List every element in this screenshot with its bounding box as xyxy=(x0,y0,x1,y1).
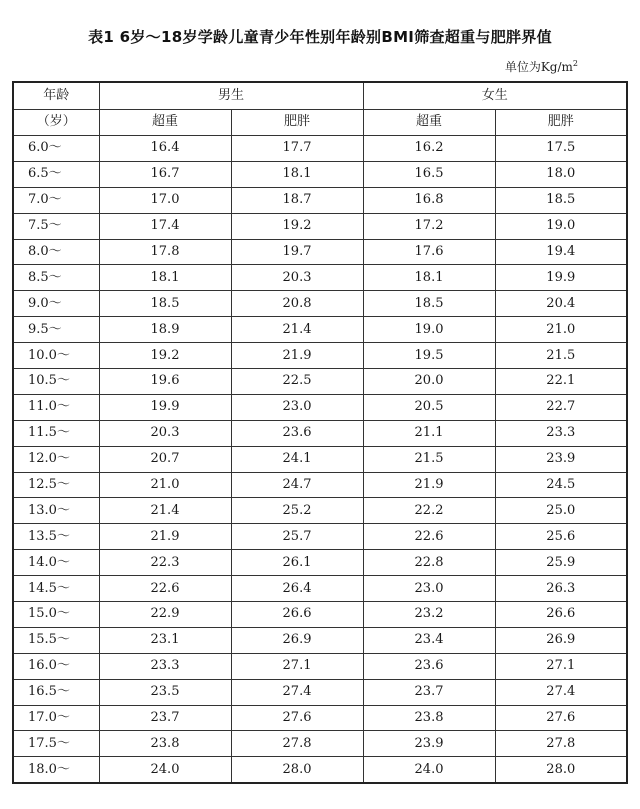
female-obese-cell: 22.7 xyxy=(495,394,627,420)
female-obese-cell: 26.9 xyxy=(495,627,627,653)
table-row xyxy=(13,498,627,524)
table-row xyxy=(13,602,627,628)
age-cell: 18.0～ xyxy=(13,757,99,783)
table-row xyxy=(13,731,627,757)
age-cell: 17.5～ xyxy=(13,731,99,757)
male-obese-cell: 27.1 xyxy=(231,653,363,679)
table-row xyxy=(13,265,627,291)
age-cell: 15.0～ xyxy=(13,602,99,628)
age-cell: 8.0～ xyxy=(13,239,99,265)
female-obese-cell: 19.4 xyxy=(495,239,627,265)
female-overweight-cell: 18.1 xyxy=(363,265,495,291)
age-cell: 12.0～ xyxy=(13,446,99,472)
header-female-overweight: 超重 xyxy=(363,109,495,136)
male-overweight-cell: 23.8 xyxy=(99,731,231,757)
male-overweight-cell: 23.7 xyxy=(99,705,231,731)
table-row xyxy=(13,653,627,679)
male-obese-cell: 28.0 xyxy=(231,757,363,783)
header-row-1 xyxy=(13,82,627,109)
male-obese-cell: 25.7 xyxy=(231,524,363,550)
female-obese-cell: 27.4 xyxy=(495,679,627,705)
female-overweight-cell: 19.0 xyxy=(363,317,495,343)
male-overweight-cell: 22.6 xyxy=(99,576,231,602)
age-cell: 6.5～ xyxy=(13,161,99,187)
male-overweight-cell: 23.3 xyxy=(99,653,231,679)
female-overweight-cell: 23.7 xyxy=(363,679,495,705)
female-overweight-cell: 16.2 xyxy=(363,136,495,162)
male-obese-cell: 23.6 xyxy=(231,420,363,446)
female-obese-cell: 25.0 xyxy=(495,498,627,524)
male-overweight-cell: 23.5 xyxy=(99,679,231,705)
female-obese-cell: 28.0 xyxy=(495,757,627,783)
table-row xyxy=(13,317,627,343)
female-obese-cell: 23.3 xyxy=(495,420,627,446)
male-overweight-cell: 21.9 xyxy=(99,524,231,550)
female-overweight-cell: 22.2 xyxy=(363,498,495,524)
male-obese-cell: 24.7 xyxy=(231,472,363,498)
age-cell: 16.0～ xyxy=(13,653,99,679)
table-title: 表1 6岁～18岁学龄儿童青少年性别年龄别BMI筛查超重与肥胖界值 xyxy=(88,28,552,46)
female-obese-cell: 21.5 xyxy=(495,343,627,369)
female-obese-cell: 22.1 xyxy=(495,369,627,395)
male-overweight-cell: 24.0 xyxy=(99,757,231,783)
male-overweight-cell: 20.7 xyxy=(99,446,231,472)
male-obese-cell: 18.1 xyxy=(231,161,363,187)
female-obese-cell: 19.9 xyxy=(495,265,627,291)
female-obese-cell: 27.6 xyxy=(495,705,627,731)
male-overweight-cell: 22.9 xyxy=(99,602,231,628)
female-overweight-cell: 17.2 xyxy=(363,213,495,239)
table-row xyxy=(13,679,627,705)
bmi-table xyxy=(12,81,628,784)
male-overweight-cell: 21.4 xyxy=(99,498,231,524)
female-overweight-cell: 21.1 xyxy=(363,420,495,446)
male-obese-cell: 19.2 xyxy=(231,213,363,239)
male-obese-cell: 20.8 xyxy=(231,291,363,317)
female-overweight-cell: 18.5 xyxy=(363,291,495,317)
header-male-obese: 肥胖 xyxy=(231,109,363,136)
female-overweight-cell: 24.0 xyxy=(363,757,495,783)
table-body xyxy=(13,136,627,784)
table-row xyxy=(13,420,627,446)
male-obese-cell: 26.9 xyxy=(231,627,363,653)
age-cell: 7.0～ xyxy=(13,187,99,213)
header-female: 女生 xyxy=(363,82,627,109)
male-obese-cell: 21.4 xyxy=(231,317,363,343)
age-cell: 10.5～ xyxy=(13,369,99,395)
male-overweight-cell: 19.6 xyxy=(99,369,231,395)
female-overweight-cell: 23.8 xyxy=(363,705,495,731)
male-obese-cell: 21.9 xyxy=(231,343,363,369)
age-cell: 14.0～ xyxy=(13,550,99,576)
female-overweight-cell: 22.6 xyxy=(363,524,495,550)
female-overweight-cell: 23.9 xyxy=(363,731,495,757)
table-row xyxy=(13,343,627,369)
table-row xyxy=(13,472,627,498)
male-obese-cell: 27.8 xyxy=(231,731,363,757)
male-obese-cell: 23.0 xyxy=(231,394,363,420)
male-overweight-cell: 23.1 xyxy=(99,627,231,653)
table-row xyxy=(13,213,627,239)
female-overweight-cell: 23.4 xyxy=(363,627,495,653)
table-row xyxy=(13,291,627,317)
unit-label xyxy=(505,58,578,75)
header-male: 男生 xyxy=(99,82,363,109)
female-overweight-cell: 21.9 xyxy=(363,472,495,498)
female-obese-cell: 17.5 xyxy=(495,136,627,162)
male-overweight-cell: 19.2 xyxy=(99,343,231,369)
female-obese-cell: 26.6 xyxy=(495,602,627,628)
male-obese-cell: 19.7 xyxy=(231,239,363,265)
age-cell: 17.0～ xyxy=(13,705,99,731)
female-overweight-cell: 23.2 xyxy=(363,602,495,628)
table-row xyxy=(13,369,627,395)
male-overweight-cell: 18.9 xyxy=(99,317,231,343)
table-row xyxy=(13,239,627,265)
female-overweight-cell: 20.5 xyxy=(363,394,495,420)
female-obese-cell: 27.8 xyxy=(495,731,627,757)
age-cell: 14.5～ xyxy=(13,576,99,602)
male-overweight-cell: 17.4 xyxy=(99,213,231,239)
female-overweight-cell: 23.6 xyxy=(363,653,495,679)
table-row xyxy=(13,394,627,420)
table-row xyxy=(13,136,627,162)
table-row xyxy=(13,187,627,213)
male-overweight-cell: 21.0 xyxy=(99,472,231,498)
age-cell: 11.5～ xyxy=(13,420,99,446)
female-obese-cell: 25.9 xyxy=(495,550,627,576)
age-cell: 15.5～ xyxy=(13,627,99,653)
table-row xyxy=(13,705,627,731)
female-overweight-cell: 16.5 xyxy=(363,161,495,187)
male-overweight-cell: 18.5 xyxy=(99,291,231,317)
age-cell: 13.0～ xyxy=(13,498,99,524)
male-overweight-cell: 16.4 xyxy=(99,136,231,162)
unit-superscript: 2 xyxy=(572,59,578,68)
female-obese-cell: 18.5 xyxy=(495,187,627,213)
female-overweight-cell: 17.6 xyxy=(363,239,495,265)
male-overweight-cell: 18.1 xyxy=(99,265,231,291)
female-overweight-cell: 21.5 xyxy=(363,446,495,472)
age-cell: 8.5～ xyxy=(13,265,99,291)
female-obese-cell: 26.3 xyxy=(495,576,627,602)
table-row xyxy=(13,524,627,550)
male-obese-cell: 18.7 xyxy=(231,187,363,213)
male-obese-cell: 20.3 xyxy=(231,265,363,291)
male-obese-cell: 22.5 xyxy=(231,369,363,395)
unit-text: 单位为Kg/m xyxy=(504,60,573,74)
table-row xyxy=(13,446,627,472)
female-obese-cell: 20.4 xyxy=(495,291,627,317)
female-obese-cell: 27.1 xyxy=(495,653,627,679)
age-cell: 6.0～ xyxy=(13,136,99,162)
female-obese-cell: 21.0 xyxy=(495,317,627,343)
table-row xyxy=(13,757,627,783)
table-row xyxy=(13,576,627,602)
female-overweight-cell: 19.5 xyxy=(363,343,495,369)
header-male-overweight: 超重 xyxy=(99,109,231,136)
age-cell: 16.5～ xyxy=(13,679,99,705)
male-obese-cell: 27.6 xyxy=(231,705,363,731)
age-cell: 12.5～ xyxy=(13,472,99,498)
male-obese-cell: 24.1 xyxy=(231,446,363,472)
male-overweight-cell: 20.3 xyxy=(99,420,231,446)
age-cell: 9.0～ xyxy=(13,291,99,317)
header-row-2 xyxy=(13,109,627,136)
female-obese-cell: 23.9 xyxy=(495,446,627,472)
male-obese-cell: 25.2 xyxy=(231,498,363,524)
male-overweight-cell: 17.0 xyxy=(99,187,231,213)
female-obese-cell: 18.0 xyxy=(495,161,627,187)
female-obese-cell: 24.5 xyxy=(495,472,627,498)
male-obese-cell: 26.6 xyxy=(231,602,363,628)
header-age-line1: 年龄 xyxy=(13,82,99,109)
male-overweight-cell: 22.3 xyxy=(99,550,231,576)
female-overweight-cell: 23.0 xyxy=(363,576,495,602)
male-obese-cell: 17.7 xyxy=(231,136,363,162)
male-overweight-cell: 17.8 xyxy=(99,239,231,265)
table-row xyxy=(13,550,627,576)
table-row xyxy=(13,161,627,187)
age-cell: 9.5～ xyxy=(13,317,99,343)
male-overweight-cell: 16.7 xyxy=(99,161,231,187)
female-overweight-cell: 16.8 xyxy=(363,187,495,213)
age-cell: 7.5～ xyxy=(13,213,99,239)
table-row xyxy=(13,627,627,653)
male-obese-cell: 26.1 xyxy=(231,550,363,576)
age-cell: 11.0～ xyxy=(13,394,99,420)
female-overweight-cell: 22.8 xyxy=(363,550,495,576)
age-cell: 13.5～ xyxy=(13,524,99,550)
male-obese-cell: 26.4 xyxy=(231,576,363,602)
header-age-line2: （岁） xyxy=(13,109,99,136)
header-female-obese: 肥胖 xyxy=(495,109,627,136)
female-overweight-cell: 20.0 xyxy=(363,369,495,395)
age-cell: 10.0～ xyxy=(13,343,99,369)
male-obese-cell: 27.4 xyxy=(231,679,363,705)
female-obese-cell: 25.6 xyxy=(495,524,627,550)
male-overweight-cell: 19.9 xyxy=(99,394,231,420)
female-obese-cell: 19.0 xyxy=(495,213,627,239)
table-header xyxy=(13,82,627,136)
